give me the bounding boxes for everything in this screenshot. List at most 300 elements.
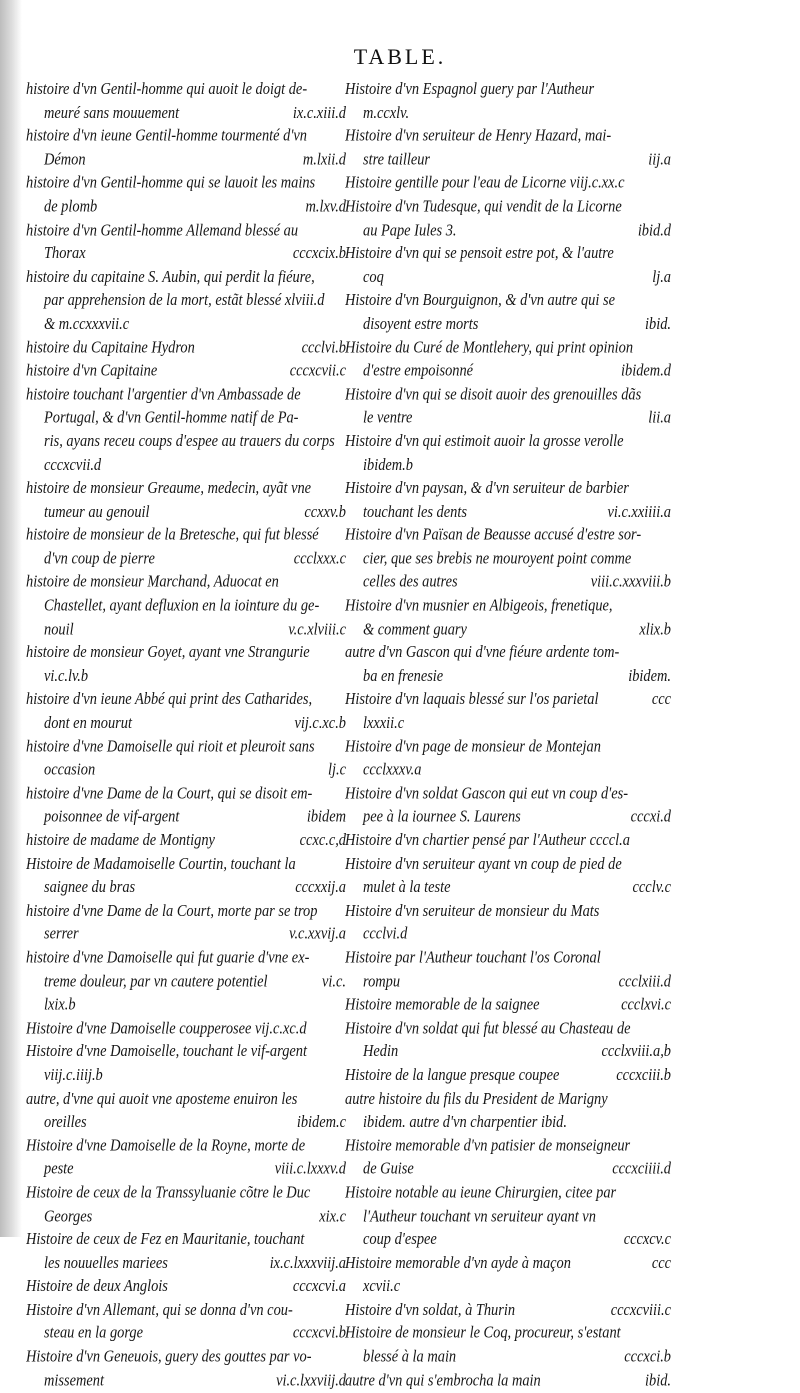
- page-reference: v.c.xlviii.c: [288, 620, 346, 639]
- entry-line: [345, 571, 671, 594]
- entry-line: [26, 1299, 346, 1322]
- entry-text: histoire d'vne Dame de la Court, qui se disoit em-: [26, 784, 313, 803]
- entry-text: lxix.b: [44, 995, 76, 1015]
- page-reference: viii.c.lxxxv.d: [274, 1160, 346, 1179]
- entry-text: histoire d'vne Dame de la Court, morte par se trop: [26, 901, 318, 921]
- entry-line: [26, 1275, 346, 1298]
- entry-line: [26, 665, 346, 688]
- page-reference: ccclxviii.a,b: [601, 1042, 671, 1062]
- entry-line: [345, 712, 671, 735]
- entry-line: [26, 947, 346, 970]
- index-column-right: [345, 78, 671, 1393]
- entry-line: [345, 1205, 671, 1228]
- entry-line: [26, 1158, 346, 1181]
- entry-text: histoire de madame de Montigny: [26, 831, 215, 850]
- entry-line: [345, 1041, 671, 1064]
- entry-line: [345, 594, 671, 617]
- entry-text: poisonnee de vif-argent: [44, 808, 180, 827]
- page-reference: cccxcvi.a: [292, 1277, 346, 1296]
- entry-line: [26, 735, 346, 758]
- entry-line: [26, 1322, 346, 1345]
- page-reference: vi.c.: [322, 972, 346, 991]
- index-entry: [345, 994, 671, 1017]
- entry-text: pee à la iournee S. Laurens: [363, 808, 521, 827]
- entry-line: [26, 782, 346, 805]
- entry-text: histoire d'vne Damoiselle qui rioit et pleuroit sans: [26, 737, 315, 756]
- index-column-left: [26, 78, 346, 1393]
- entry-line: [26, 1064, 346, 1087]
- index-entry: [345, 289, 671, 336]
- entry-line: [26, 806, 346, 829]
- page-reference: ibid.: [645, 315, 671, 334]
- entry-text: Histoire d'vn qui estimoit auoir la grosse verolle: [345, 432, 624, 451]
- entry-text: Histoire d'vn Bourguignon, & d'vn autre qui se: [345, 291, 615, 310]
- entry-line: [26, 360, 346, 383]
- entry-line: [345, 360, 671, 383]
- entry-text: blessé à la main: [363, 1348, 457, 1367]
- entry-text: autre, d'vne qui auoit vne aposteme enuiron les: [26, 1089, 298, 1109]
- page-reference: cccxxij.a: [295, 878, 346, 897]
- index-entry: [345, 242, 671, 289]
- entry-text: Histoire gentille pour l'eau de Licorne viij.c.xx.c: [345, 174, 625, 193]
- entry-text: Histoire d'vn soldat qui fut blessé au Chasteau de: [345, 1019, 631, 1038]
- entry-line: [26, 430, 346, 453]
- page-reference: lii.a: [648, 408, 671, 428]
- entry-line: [26, 289, 346, 312]
- page-gutter-shadow: [0, 0, 22, 1237]
- entry-text: touchant les dents: [363, 502, 467, 522]
- entry-line: [26, 1088, 346, 1111]
- entry-text: Thorax: [44, 244, 86, 263]
- entry-line: [345, 78, 671, 101]
- index-entry: [345, 1322, 671, 1369]
- entry-line: [345, 336, 671, 359]
- index-entry: [26, 735, 346, 782]
- entry-text: Histoire d'vn page de monsieur de Montejan: [345, 737, 601, 756]
- index-entry: [345, 735, 671, 782]
- entry-line: [345, 688, 671, 711]
- index-entry: [345, 78, 671, 125]
- entry-line: [26, 219, 346, 242]
- entry-text: missement: [44, 1371, 104, 1390]
- entry-line: [26, 1205, 346, 1228]
- entry-text: d'estre empoisonné: [363, 362, 474, 381]
- page-reference: cccxcv.c: [623, 1230, 671, 1249]
- entry-text: peste: [44, 1160, 74, 1179]
- page-reference: cccxcvi.b: [292, 1324, 346, 1343]
- page-reference: cccxci.b: [624, 1348, 671, 1367]
- page-reference: ibidem.: [628, 667, 671, 686]
- index-entry: [26, 900, 346, 947]
- entry-text: vi.c.lv.b: [44, 667, 89, 686]
- page-reference: ibid.: [645, 1371, 671, 1390]
- entry-line: [345, 923, 671, 946]
- entry-text: Histoire d'vne Damoiselle, touchant le vif-argent: [26, 1042, 307, 1062]
- index-entry: [26, 1299, 346, 1346]
- index-entry: [26, 1181, 346, 1228]
- entry-text: cier, que ses brebis ne mouroyent point comme: [363, 549, 632, 569]
- entry-line: [26, 923, 346, 946]
- index-entry: [345, 1017, 671, 1064]
- entry-text: autre d'vn qui s'embrocha la main: [345, 1371, 541, 1390]
- page-reference: lj.c: [328, 761, 346, 780]
- index-entry: [26, 336, 346, 359]
- index-entry: [345, 477, 671, 524]
- entry-text: ibidem. autre d'vn charpentier ibid.: [363, 1113, 567, 1132]
- page-reference: ix.c.lxxxviij.a: [269, 1254, 346, 1273]
- index-entry: [345, 641, 671, 688]
- entry-text: dont en mourut: [44, 714, 132, 733]
- entry-line: [26, 477, 346, 500]
- index-entry: [26, 829, 346, 852]
- entry-line: [26, 1017, 346, 1040]
- page-reference: xlix.b: [639, 620, 671, 639]
- entry-text: histoire de monsieur Greaume, medecin, ayãt vne: [26, 479, 312, 498]
- entry-line: [345, 1346, 671, 1369]
- entry-line: [26, 242, 346, 265]
- entry-text: Histoire de deux Anglois: [26, 1277, 168, 1296]
- index-entry: [26, 1017, 346, 1040]
- index-entry: [345, 336, 671, 383]
- entry-text: histoire de monsieur Goyet, ayant vne Strangurie: [26, 643, 310, 662]
- entry-text: Chastellet, ayant defluxion en la iointure du ge-: [44, 596, 320, 616]
- index-entry: [345, 430, 671, 477]
- index-entry: [345, 172, 671, 195]
- entry-text: Histoire d'vne Damoiselle de la Royne, morte de: [26, 1136, 306, 1155]
- index-entry: [26, 688, 346, 735]
- index-entry: [26, 477, 346, 524]
- entry-text: Démon: [44, 150, 86, 169]
- entry-line: [26, 712, 346, 735]
- entry-line: [26, 1346, 346, 1369]
- entry-line: [26, 571, 346, 594]
- entry-text: Georges: [44, 1207, 93, 1226]
- entry-text: coup d'espee: [363, 1230, 437, 1249]
- entry-text: Histoire d'vn seruiteur ayant vn coup de pied de: [345, 855, 622, 874]
- entry-text: histoire d'vn Capitaine: [26, 362, 158, 381]
- entry-line: [26, 407, 346, 430]
- entry-text: histoire de monsieur Marchand, Aduocat en: [26, 573, 279, 592]
- entry-line: [345, 1299, 671, 1322]
- entry-text: le ventre: [363, 408, 413, 428]
- page-reference: vi.c.lxxviij.d: [276, 1371, 346, 1390]
- entry-text: Histoire memorable d'vn patisier de monseigneur: [345, 1136, 631, 1155]
- entry-line: [26, 313, 346, 336]
- entry-line: [345, 876, 671, 899]
- entry-text: Histoire d'vn Païsan de Beausse accusé d'estre sor-: [345, 526, 642, 545]
- entry-line: [345, 641, 671, 664]
- page-reference: ccclv.c: [632, 878, 671, 897]
- entry-line: [345, 266, 671, 289]
- page-reference: xix.c: [319, 1207, 346, 1226]
- entry-line: [345, 148, 671, 171]
- entry-text: coq: [363, 268, 384, 287]
- entry-line: [345, 125, 671, 148]
- entry-text: histoire d'vn ieune Gentil-homme tourmenté d'vn: [26, 127, 307, 146]
- entry-line: [345, 1228, 671, 1251]
- entry-text: Histoire d'vn seruiteur de monsieur du Mats: [345, 901, 600, 921]
- entry-line: [26, 266, 346, 289]
- entry-text: Histoire d'vn Geneuois, guery des gouttes par vo-: [26, 1348, 312, 1367]
- entry-line: [345, 665, 671, 688]
- entry-line: [26, 876, 346, 899]
- index-entry: [345, 1088, 671, 1135]
- entry-line: [26, 548, 346, 571]
- entry-text: Histoire d'vn seruiteur de Henry Hazard, mai-: [345, 127, 612, 146]
- entry-text: occasion: [44, 761, 96, 780]
- entry-text: ba en frenesie: [363, 667, 444, 686]
- page-reference: cccxcvii.c: [289, 362, 346, 381]
- entry-line: [345, 1322, 671, 1345]
- index-entry: [345, 1134, 671, 1181]
- entry-text: Histoire d'vn chartier pensé par l'Autheur ccccl.a: [345, 831, 630, 850]
- entry-line: [345, 1111, 671, 1134]
- entry-line: [345, 242, 671, 265]
- page-reference: vi.c.xxiiii.a: [607, 502, 671, 522]
- entry-text: Hedin: [363, 1042, 399, 1062]
- entry-line: [26, 1041, 346, 1064]
- page-reference: ccc: [651, 690, 671, 709]
- entry-line: [345, 900, 671, 923]
- entry-text: par apprehension de la mort, estãt blessé xlviii.d: [44, 291, 325, 310]
- index-entry: [345, 1369, 671, 1392]
- page-reference: cccxcix.b: [292, 244, 346, 263]
- entry-line: [26, 759, 346, 782]
- entry-text: nouil: [44, 620, 74, 639]
- entry-text: cccxcvii.d: [44, 455, 102, 475]
- entry-text: au Pape Iules 3.: [363, 221, 457, 240]
- index-entry: [26, 1275, 346, 1298]
- entry-text: autre d'vn Gascon qui d'vne fiéure ardente tom-: [345, 643, 620, 662]
- index-entry: [345, 829, 671, 852]
- page-reference: ccclxvi.c: [621, 995, 671, 1015]
- entry-text: d'vn coup de pierre: [44, 549, 155, 569]
- page-reference: ix.c.xiii.d: [292, 103, 346, 122]
- entry-line: [345, 759, 671, 782]
- index-entry: [345, 1252, 671, 1299]
- entry-line: [345, 735, 671, 758]
- entry-line: [26, 336, 346, 359]
- entry-line: [26, 641, 346, 664]
- index-entry: [26, 571, 346, 641]
- entry-text: autre histoire du fils du President de Marigny: [345, 1089, 608, 1109]
- entry-text: lxxxii.c: [363, 714, 405, 733]
- index-entry: [26, 1088, 346, 1135]
- entry-line: [26, 970, 346, 993]
- entry-text: Histoire de Madamoiselle Courtin, touchant la: [26, 855, 296, 874]
- entry-text: l'Autheur touchant vn seruiteur ayant vn: [363, 1207, 596, 1226]
- page-reference: ccclxxx.c: [293, 549, 346, 569]
- index-entry: [345, 947, 671, 994]
- index-entry: [26, 641, 346, 688]
- entry-line: [26, 1228, 346, 1251]
- page-reference: cccxi.d: [630, 808, 671, 827]
- entry-text: Histoire d'vn laquais blessé sur l'os parietal: [345, 690, 599, 709]
- index-entry: [26, 947, 346, 1017]
- entry-line: [26, 900, 346, 923]
- page-reference: ccclvi.b: [301, 338, 346, 357]
- entry-text: Histoire du Curé de Montlehery, qui print opinion: [345, 338, 634, 357]
- index-entry: [26, 125, 346, 172]
- entry-text: Histoire memorable de la saignee: [345, 995, 540, 1015]
- entry-text: steau en la gorge: [44, 1324, 143, 1343]
- entry-text: Histoire de ceux de Fez en Mauritanie, touchant: [26, 1230, 305, 1249]
- page-reference: ibidem.c: [296, 1113, 346, 1132]
- entry-text: histoire de monsieur de la Bretesche, qui fut blessé: [26, 526, 319, 545]
- entry-line: [345, 501, 671, 524]
- entry-line: [345, 947, 671, 970]
- index-entry: [26, 383, 346, 477]
- index-entry: [26, 1346, 346, 1393]
- index-entry: [26, 782, 346, 829]
- entry-line: [26, 594, 346, 617]
- index-entry: [345, 900, 671, 947]
- entry-line: [345, 477, 671, 500]
- index-entry: [345, 1064, 671, 1087]
- entry-line: [345, 1017, 671, 1040]
- entry-line: [345, 853, 671, 876]
- entry-line: [345, 172, 671, 195]
- page-reference: ibidem: [306, 808, 346, 827]
- entry-line: [345, 1252, 671, 1275]
- entry-text: ccclvi.d: [363, 925, 408, 944]
- page-reference: ibidem.d: [621, 362, 671, 381]
- entry-line: [26, 853, 346, 876]
- entry-text: Histoire de la langue presque coupee: [345, 1066, 560, 1085]
- entry-text: histoire d'vn ieune Abbé qui print des Catharides,: [26, 690, 313, 709]
- entry-text: viij.c.iiij.b: [44, 1066, 103, 1085]
- index-entry: [345, 688, 671, 735]
- entry-text: oreilles: [44, 1113, 87, 1132]
- index-entry: [345, 125, 671, 172]
- entry-line: [345, 970, 671, 993]
- entry-line: [345, 454, 671, 477]
- entry-line: [26, 383, 346, 406]
- entry-text: Histoire d'vn Espagnol guery par l'Autheur: [345, 80, 595, 99]
- entry-line: [345, 994, 671, 1017]
- entry-line: [26, 994, 346, 1017]
- index-entry: [26, 78, 346, 125]
- index-entry: [26, 1041, 346, 1088]
- entry-line: [345, 1088, 671, 1111]
- page-reference: viii.c.xxxviii.b: [590, 573, 671, 592]
- entry-text: mulet à la teste: [363, 878, 451, 897]
- entry-text: xcvii.c: [363, 1277, 401, 1296]
- index-entry: [345, 524, 671, 594]
- index-entry: [345, 853, 671, 900]
- entry-text: meuré sans mouuement: [44, 103, 180, 122]
- entry-line: [26, 1252, 346, 1275]
- entry-line: [345, 430, 671, 453]
- entry-line: [345, 219, 671, 242]
- entry-line: [26, 148, 346, 171]
- entry-line: [26, 125, 346, 148]
- index-entry: [345, 195, 671, 242]
- entry-text: ris, ayans receu coups d'espee au trauers du corps: [44, 432, 335, 451]
- entry-text: treme douleur, par vn cautere potentiel: [44, 972, 268, 991]
- index-entry: [26, 524, 346, 571]
- entry-text: Histoire d'vn soldat, à Thurin: [345, 1301, 516, 1320]
- index-entry: [26, 266, 346, 336]
- entry-text: histoire du Capitaine Hydron: [26, 338, 195, 357]
- entry-text: celles des autres: [363, 573, 458, 592]
- entry-line: [345, 195, 671, 218]
- entry-text: rompu: [363, 972, 401, 991]
- entry-text: & m.ccxxxvii.c: [44, 315, 130, 334]
- entry-line: [345, 1369, 671, 1392]
- entry-line: [26, 688, 346, 711]
- entry-text: Histoire notable au ieune Chirurgien, citee par: [345, 1183, 617, 1202]
- entry-line: [345, 1158, 671, 1181]
- page-reference: cccxciiii.d: [612, 1160, 671, 1179]
- entry-text: ibidem.b: [363, 455, 413, 475]
- entry-text: de Guise: [363, 1160, 414, 1179]
- entry-text: serrer: [44, 925, 79, 944]
- index-entry: [26, 1228, 346, 1275]
- entry-line: [345, 548, 671, 571]
- entry-line: [345, 289, 671, 312]
- entry-text: histoire du capitaine S. Aubin, qui perdit la fiéure,: [26, 268, 315, 287]
- index-entry: [26, 1134, 346, 1181]
- page-reference: ccc: [651, 1254, 671, 1273]
- page-reference: iij.a: [648, 150, 671, 169]
- page-reference: vij.c.xc.b: [294, 714, 346, 733]
- index-entry: [345, 782, 671, 829]
- entry-text: Histoire d'vne Damoiselle coupperosee vij.c.xc.d: [26, 1019, 307, 1038]
- entry-text: histoire touchant l'argentier d'vn Ambassade de: [26, 385, 301, 404]
- entry-line: [345, 829, 671, 852]
- entry-text: Histoire de ceux de la Transsyluanie cõtre le Duc: [26, 1183, 311, 1202]
- entry-line: [26, 524, 346, 547]
- entry-line: [345, 383, 671, 406]
- index-entry: [26, 219, 346, 266]
- entry-text: ccclxxxv.a: [363, 761, 422, 780]
- page-reference: v.c.xxvij.a: [289, 925, 346, 944]
- entry-line: [26, 1111, 346, 1134]
- entry-line: [345, 618, 671, 641]
- entry-text: tumeur au genouil: [44, 502, 150, 522]
- entry-text: disoyent estre morts: [363, 315, 479, 334]
- entry-text: Histoire d'vn Tudesque, qui vendit de la Licorne: [345, 197, 622, 216]
- entry-line: [26, 829, 346, 852]
- index-entry: [26, 360, 346, 383]
- page-reference: ibid.d: [637, 221, 671, 240]
- entry-text: Histoire d'vn Allemant, qui se donna d'vn cou-: [26, 1301, 293, 1320]
- index-entry: [26, 172, 346, 219]
- page-reference: m.lxv.d: [305, 197, 346, 216]
- entry-text: Histoire d'vn soldat Gascon qui eut vn coup d'es-: [345, 784, 628, 803]
- index-entry: [345, 1181, 671, 1251]
- entry-text: Histoire d'vn musnier en Albigeois, frenetique,: [345, 596, 613, 616]
- entry-line: [345, 1134, 671, 1157]
- index-entry: [26, 853, 346, 900]
- entry-line: [345, 407, 671, 430]
- entry-text: Histoire memorable d'vn ayde à maçon: [345, 1254, 571, 1273]
- entry-text: de plomb: [44, 197, 98, 216]
- entry-text: Histoire par l'Autheur touchant l'os Coronal: [345, 948, 601, 968]
- entry-line: [345, 1064, 671, 1087]
- entry-line: [26, 1369, 346, 1392]
- page-reference: ccclxiii.d: [618, 972, 671, 991]
- page-reference: cccxciii.b: [616, 1066, 671, 1085]
- entry-line: [26, 1181, 346, 1204]
- entry-line: [26, 101, 346, 124]
- entry-line: [26, 78, 346, 101]
- index-entry: [345, 594, 671, 641]
- entry-line: [26, 618, 346, 641]
- entry-line: [26, 195, 346, 218]
- page-reference: cccxcviii.c: [610, 1301, 671, 1320]
